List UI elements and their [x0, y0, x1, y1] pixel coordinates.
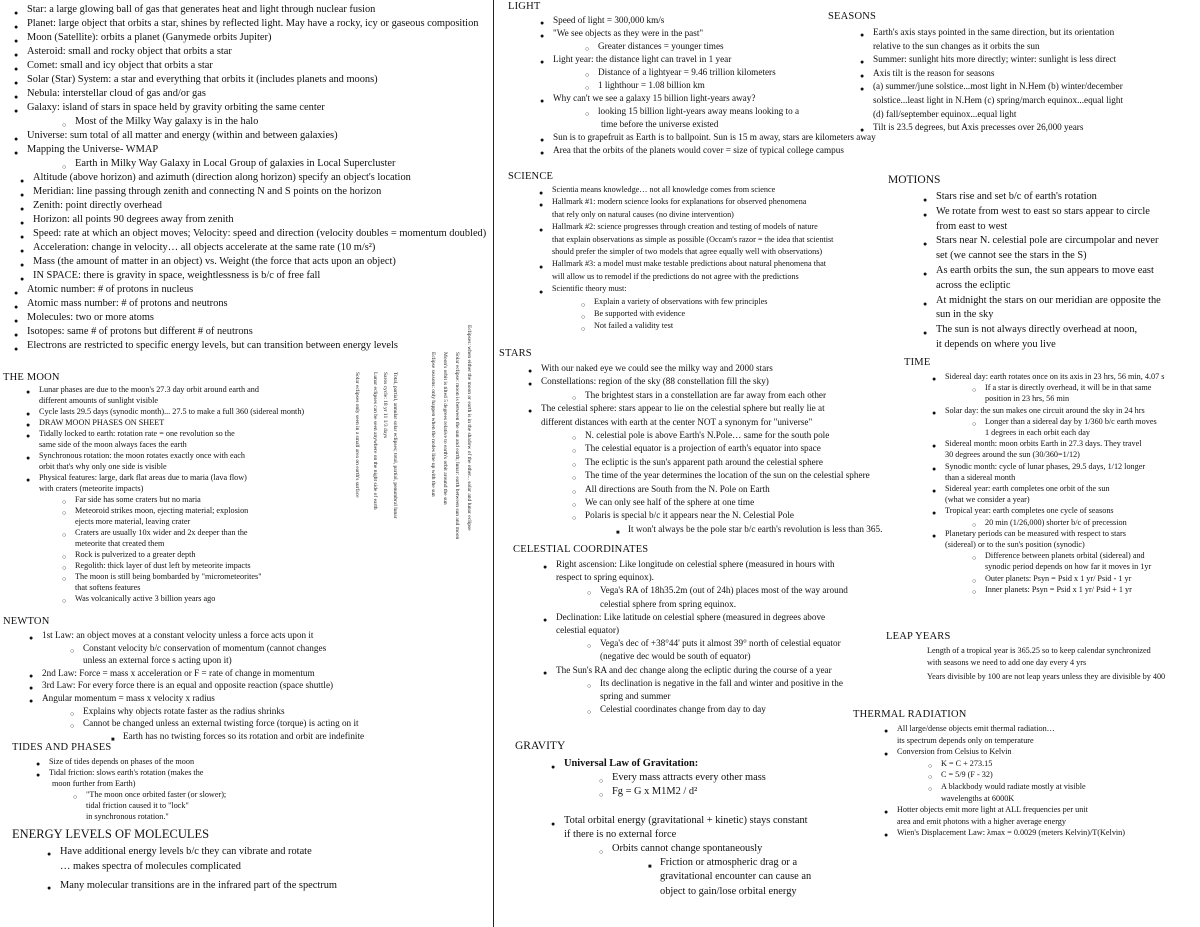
list-item: ● Nebula: interstellar cloud of gas and/or gas: [27, 87, 497, 101]
list-item: ● Cycle lasts 29.5 days (synodic month)... 27.5 to make a full 360 (sidereal month): [39, 406, 359, 417]
list-item: different distances with earth at the center NOT a synonym for "universe": [541, 416, 813, 427]
list-item: ● Galaxy: island of stars in space held by gravity orbiting the same center: [27, 101, 497, 115]
list-item: ● Meridian: line passing through zenith and connecting N and S points on the horizon: [33, 185, 497, 199]
list-item: ● IN SPACE: there is gravity in space, weightlessness is b/c of free fall: [33, 269, 497, 283]
list-item: in synchronous rotation.": [86, 812, 169, 821]
definitions-list: [27, 3, 497, 353]
list-item: ● Altitude (above horizon) and azimuth (direction along horizon) specify an object's location: [33, 171, 497, 185]
list-item: ● As earth orbits the sun, the sun appears to move east: [936, 264, 1198, 279]
list-item: ● Lunar phases are due to the moon's 27.3 day orbit around earth and: [39, 384, 359, 395]
rotated-note: Solar eclipse: moon is between the sun and earth; lunar: earth between sun and moon: [454, 352, 460, 540]
list-item: orbit that's why only one side is visible: [39, 462, 167, 471]
list-item: ○ Longer than a sidereal day by 1/360 b/c earth moves: [985, 416, 1200, 427]
list-item: ● Sidereal year: earth completes one orbit of the sun: [945, 483, 1200, 494]
list-item: ○ Polaris is special b/c it appears near the N. Celestial Pole: [585, 509, 926, 522]
list-item: ○ 1 lighthour = 1.08 billion km: [598, 79, 933, 92]
list-item: ● Planetary periods can be measured with respect to stars: [945, 528, 1200, 539]
list-item: ● Tidal friction: slows earth's rotation (makes the: [49, 767, 299, 778]
list-item: celestial equator): [556, 625, 620, 636]
seasons-list: [873, 26, 1198, 135]
list-item: ○ Constant velocity b/c conservation of momentum (cannot changes: [83, 642, 372, 655]
list-item: ■ Earth has no twisting forces so its rotation and orbit are indefinite: [123, 730, 372, 743]
list-item: than a sidereal month: [945, 472, 1016, 482]
list-item: ○ Outer planets: Psyn = Psid x 1 yr/ Psid - 1 yr: [985, 573, 1200, 584]
newton-list: [42, 629, 372, 742]
list-item: ○ "The moon once orbited faster (or slower);: [86, 789, 299, 800]
list-item: ○ Regolith: thick layer of dust left by meteorite impacts: [75, 560, 359, 571]
list-item: (what we consider a year): [945, 495, 1030, 505]
list-item: ejects more material, leaving crater: [75, 517, 191, 526]
list-item: ● Acceleration: change in velocity… all objects accelerate at the same rate (10 m/s²): [33, 241, 497, 255]
list-item: ● Speed of light = 300,000 km/s: [553, 14, 933, 27]
list-item: ○ Orbits cannot change spontaneously: [612, 842, 874, 856]
list-item: with seasons we need to add one day every 4 yrs: [927, 657, 1087, 667]
list-item: ● Sidereal month: moon orbits Earth in 27.3 days. They travel: [945, 438, 1200, 449]
science-heading: SCIENCE: [508, 171, 554, 182]
rotated-note: Eclipses: when either the moon or earth is in the shadow of the other... solar and lunar eclipse: [466, 325, 472, 531]
list-item: ● Star: a large glowing ball of gas that generates heat and light through nuclear fusion: [27, 3, 497, 17]
list-item: ● The sun is not always directly overhead at noon,: [936, 323, 1198, 338]
list-item: time before the universe existed: [601, 119, 719, 129]
leap-heading: LEAP YEARS: [886, 631, 951, 642]
list-item: ● Planet: large object that orbits a star, shines by reflected light. May have a rocky, icy or gaseous composition: [27, 17, 497, 31]
rotated-note: Solar eclipses only seen in a small area on earth's surface: [354, 372, 360, 498]
list-item: tidal friction caused it to "lock": [86, 801, 189, 810]
list-item: ○ C = 5/9 (F - 32): [941, 769, 1200, 781]
list-item: ● "We see objects as they were in the past": [553, 27, 933, 40]
list-item: ○ Every mass attracts every other mass: [612, 771, 874, 785]
list-item: ● Zenith: point directly overhead: [33, 199, 497, 213]
list-item: ○ The brightest stars in a constellation are far away from each other: [585, 389, 926, 402]
list-item: ● Constellations: region of the sky (88 constellation fill the sky): [541, 375, 926, 388]
list-item: ● Tilt is 23.5 degrees, but Axis precesses over 26,000 years: [873, 121, 1198, 135]
list-item: its spectrum depends only on temperature: [897, 735, 1034, 745]
list-item: ● Hallmark #2: science progresses through creation and testing of models of nature: [552, 221, 892, 233]
list-item: ● Solar (Star) System: a star and everything that orbits it (includes planets and moons): [27, 73, 497, 87]
energy-list: [60, 844, 480, 893]
list-item: unless an external force s acting upon it): [83, 655, 232, 666]
list-item: spring and summer: [600, 691, 671, 702]
list-item: ○ Vega's RA of 18h35.2m (out of 24h) places most of the way around: [600, 584, 891, 597]
energy-heading: ENERGY LEVELS OF MOLECULES: [12, 827, 210, 841]
list-item: ● Angular momentum = mass x velocity x radius: [42, 692, 372, 705]
list-item: ● Synchronous rotation: the moon rotates exactly once with each: [39, 450, 359, 461]
list-item: meteorite that created them: [75, 539, 165, 548]
list-item: ○ Meteoroid strikes moon, ejecting material; explosion: [75, 505, 359, 516]
stars-list: [541, 362, 926, 536]
motions-list: [936, 190, 1198, 353]
list-item: ● Earth's axis stays pointed in the same direction, but its orientation: [873, 26, 1198, 40]
list-item: ○ All directions are South from the N. Pole on Earth: [585, 483, 926, 496]
celestial-heading: CELESTIAL COORDINATES: [513, 544, 649, 555]
list-item: ● Have additional energy levels b/c they can vibrate and rotate: [60, 844, 480, 859]
list-item: ○ We can only see half of the sphere at one time: [585, 496, 926, 509]
list-item: ○ Difference between planets orbital (sidereal) and: [985, 550, 1200, 561]
list-item: ● Moon (Satellite): orbits a planet (Ganymede orbits Jupiter): [27, 31, 497, 45]
list-item: ● Mass (the amount of matter in an object) vs. Weight (the force that acts upon an object): [33, 255, 497, 269]
list-item: ○ Most of the Milky Way galaxy is in the halo: [75, 115, 497, 129]
tides-heading: TIDES AND PHASES: [12, 742, 112, 753]
list-item: across the ecliptic: [936, 279, 1011, 291]
list-item: ● Asteroid: small and rocky object that orbits a star: [27, 45, 497, 59]
newton-heading: NEWTON: [3, 616, 50, 627]
list-item: ● Universe: sum total of all matter and energy (within and between galaxies): [27, 129, 497, 143]
list-item: ○ Explain a variety of observations with few principles: [594, 296, 892, 308]
rotated-note: Total, partial, annular solar eclipses; total, partial, penumbral lunar: [392, 372, 398, 519]
thermal-list: [897, 723, 1200, 839]
list-item: ● Many molecular transitions are in the infrared part of the spectrum: [60, 878, 480, 893]
list-item: respect to spring equinox).: [556, 572, 654, 583]
list-item: ● Tropical year: earth completes one cycle of seasons: [945, 505, 1200, 516]
list-item: with craters (meteorite impacts): [39, 484, 144, 493]
list-item: will allow us to remodel if the predictions do not agree with the predictions: [552, 271, 799, 281]
list-item: ● Years divisible by 100 are not leap years unless they are divisible by 400: [927, 671, 1199, 683]
science-list: [552, 184, 892, 333]
list-item: ● 1st Law: an object moves at a constant velocity unless a force acts upon it: [42, 629, 372, 642]
list-item: ○ Inner planets: Psyn = Psid x 1 yr/ Psid + 1 yr: [985, 584, 1200, 595]
rotated-note: Lunar eclipses can be seen anywhere on the night side of earth: [372, 372, 378, 510]
list-item: ○ Vega's dec of +38°44' puts it almost 39° north of celestial equator: [600, 637, 891, 650]
thermal-heading: THERMAL RADIATION: [853, 709, 967, 720]
list-item: ○ Was volcanically active 3 billion years ago: [75, 593, 359, 604]
list-item: (d) fall/september equinox...equal light: [873, 108, 1017, 119]
list-item: ○ Its declination is negative in the fall and winter and positive in the: [600, 677, 891, 690]
list-item: ○ The ecliptic is the sun's apparent path around the celestial sphere: [585, 456, 926, 469]
list-item: ○ Greater distances = younger times: [598, 40, 933, 53]
list-item: ○ Distance of a lightyear = 9.46 trillion kilometers: [598, 66, 933, 79]
list-item: ● Stars near N. celestial pole are circumpolar and never: [936, 234, 1198, 249]
list-item: ● All large/dense objects emit thermal radiation…: [897, 723, 1200, 735]
list-item: it depends on where you live: [936, 338, 1056, 350]
list-item: ● Axis tilt is the reason for seasons: [873, 67, 1198, 81]
list-item: from east to west: [936, 220, 1008, 232]
list-item: ○ Craters are usually 10x wider and 2x deeper than the: [75, 527, 359, 538]
list-item: ● Comet: small and icy object that orbits a star: [27, 59, 497, 73]
list-item: that softens features: [75, 583, 141, 592]
list-item: that rely only on natural causes (no divine intervention): [552, 209, 734, 219]
list-item: ■ It won't always be the pole star b/c earth's revolution is less than 365.: [628, 523, 926, 536]
list-item: ● The Sun's RA and dec change along the ecliptic during the course of a year: [556, 664, 891, 677]
leap-list: [927, 645, 1199, 683]
list-item: ○ Cannot be changed unless an external twisting force (torque) is acting on it: [83, 717, 372, 730]
rotated-note: Eclipse seasons: only happen when the nodes line up with the sun: [430, 352, 436, 497]
list-item: position in 23 hrs, 56 min: [985, 394, 1070, 404]
list-item: ● Size of tides depends on phases of the moon: [49, 756, 299, 767]
list-item: ○ looking 15 billion light-years away means looking to a: [598, 105, 933, 118]
list-item: 30 degrees around the sun (30/360=1/12): [945, 450, 1080, 460]
list-item: ● Universal Law of Gravitation:: [564, 757, 874, 771]
list-item: ● The celestial sphere: stars appear to lie on the celestial sphere but really lie at: [541, 402, 926, 415]
list-item: ● Conversion from Celsius to Kelvin: [897, 746, 1200, 758]
rotated-note: Saros cycle: 18 yr 11 1/3 days: [382, 372, 388, 439]
list-item: object to gain/lose orbital energy: [660, 885, 797, 897]
light-heading: LIGHT: [508, 1, 541, 12]
list-item: ■ Friction or atmospheric drag or a: [660, 856, 874, 870]
list-item: area and emit photons with a higher average energy: [897, 816, 1066, 826]
moon-list: [39, 384, 359, 604]
list-item: relative to the sun changes as it orbits the sun: [873, 40, 1040, 51]
list-item: ○ The moon is still being bombarded by "micrometeorites": [75, 571, 359, 582]
time-heading: TIME: [904, 357, 931, 368]
list-item: ● At midnight the stars on our meridian are opposite the: [936, 294, 1198, 309]
list-item: ● Summer: sunlight hits more directly; winter: sunlight is less direct: [873, 53, 1198, 67]
list-item: ● Atomic number: # of protons in nucleus: [27, 283, 497, 297]
list-item: ● Isotopes: same # of protons but different # of neutrons: [27, 325, 497, 339]
list-item: ● Synodic month: cycle of lunar phases, 29.5 days, 1/12 longer: [945, 461, 1200, 472]
list-item: if there is no external force: [564, 828, 677, 840]
list-item: ○ N. celestial pole is above Earth's N.Pole… same for the south pole: [585, 429, 926, 442]
gravity-list: [564, 757, 874, 899]
motions-heading: MOTIONS: [888, 174, 941, 186]
list-item: ○ Explains why objects rotate faster as the radius shrinks: [83, 705, 372, 718]
list-item: should prefer the simpler of two models that agree equally well with observations): [552, 247, 823, 257]
list-item: ○ Not failed a validity test: [594, 320, 892, 332]
list-item: ○ Fg = G x M1M2 / d²: [612, 785, 874, 799]
time-list: [945, 371, 1200, 595]
celestial-list: [556, 558, 891, 716]
list-item: ● Length of a tropical year is 365.25 so to keep calendar synchronized: [927, 645, 1199, 657]
list-item: ● Hotter objects emit more light at ALL frequencies per unit: [897, 804, 1200, 816]
list-item: ● Physical features: large, dark flat areas due to maria (lava flow): [39, 472, 359, 483]
list-item: ● Declination: Like latitude on celestial sphere (measured in degrees above: [556, 611, 891, 624]
list-item: ○ A blackbody would radiate mostly at visible: [941, 781, 1200, 793]
list-item: ● Hallmark #1: modern science looks for explanations for observed phenomena: [552, 196, 892, 208]
list-item: set (we cannot see the stars in the S): [936, 250, 1087, 262]
list-item: ● Molecules: two or more atoms: [27, 311, 497, 325]
list-item: … makes spectra of molecules complicated: [60, 861, 241, 872]
moon-heading: THE MOON: [3, 372, 60, 383]
list-item: ● We rotate from west to east so stars appear to circle: [936, 205, 1198, 220]
list-item: ● Right ascension: Like longitude on celestial sphere (measured in hours with: [556, 558, 891, 571]
list-item: ● (a) summer/june solstice...most light in N.Hem (b) winter/december: [873, 80, 1198, 94]
list-item: ● Stars rise and set b/c of earth's rotation: [936, 190, 1198, 205]
list-item: ● Mapping the Universe- WMAP: [27, 143, 497, 157]
gravity-heading: GRAVITY: [515, 740, 566, 752]
list-item: ● Wien's Displacement Law: λmax = 0.0029 (meters Kelvin)/T(Kelvin): [897, 827, 1200, 839]
list-item: ○ Earth in Milky Way Galaxy in Local Group of galaxies in Local Supercluster: [75, 157, 497, 171]
list-item: (sidereal) or to the sun's position (synodic): [945, 540, 1085, 550]
list-item: ● Scientific theory must:: [552, 283, 892, 295]
list-item: ● Horizon: all points 90 degrees away from zenith: [33, 213, 497, 227]
list-item: ○ Celestial coordinates change from day to day: [600, 703, 891, 716]
rotated-note: Moon's orbit is tilted 5 degrees relative to earth's orbit around the sun: [442, 352, 448, 505]
list-item: celestial sphere from spring equinox.: [600, 598, 736, 609]
list-item: wavelengths at 6000K: [941, 793, 1015, 803]
list-item: (negative dec would be south of equator): [600, 651, 751, 662]
list-item: ● Atomic mass number: # of protons and neutrons: [27, 297, 497, 311]
list-item: solstice...least light in N.Hem (c) spring/march equinox...equal light: [873, 94, 1124, 105]
list-item: ○ Rock is pulverized to a greater depth: [75, 549, 359, 560]
list-item: ● Area that the orbits of the planets would cover = size of typical college campus: [553, 144, 933, 157]
list-item: ● Tidally locked to earth: rotation rate = one revolution so the: [39, 428, 359, 439]
list-item: ● Speed: rate at which an object moves; Velocity: speed and direction (velocity doubles = momentum doubled): [33, 227, 497, 241]
list-item: ○ The time of the year determines the location of the sun on the celestial sphere: [585, 469, 926, 482]
list-item: moon further from Earth): [52, 779, 136, 788]
seasons-heading: SEASONS: [828, 11, 877, 22]
list-item: ● Light year: the distance light can travel in 1 year: [553, 53, 933, 66]
list-item: ● Sidereal day: earth rotates once on its axis in 23 hrs, 56 min, 4.07 s: [945, 371, 1200, 382]
list-item: ● Sun is to grapefruit as Earth is to ballpoint. Sun is 15 m away, stars are kilometers away: [553, 131, 933, 144]
list-item: ● With our naked eye we could see the milky way and 2000 stars: [541, 362, 926, 375]
list-item: sun in the sky: [936, 309, 994, 321]
list-item: ● Solar day: the sun makes one circuit around the sky in 24 hrs: [945, 405, 1200, 416]
list-item: ● DRAW MOON PHASES ON SHEET: [39, 417, 359, 428]
list-item: ● 3rd Law: For every force there is an equal and opposite reaction (space shuttle): [42, 679, 372, 692]
list-item: ○ Be supported with evidence: [594, 308, 892, 320]
list-item: ● Scientia means knowledge… not all knowledge comes from science: [552, 184, 892, 196]
tides-list: [49, 756, 299, 822]
list-item: ○ K = C + 273.15: [941, 758, 1200, 770]
list-item: different amounts of sunlight visible: [39, 396, 159, 405]
list-item: ○ Far side has some craters but no maria: [75, 494, 359, 505]
stars-heading: STARS: [499, 348, 532, 359]
list-item: ● Total orbital energy (gravitational + kinetic) stays constant: [564, 814, 874, 828]
list-item: ● Why can't we see a galaxy 15 billion light-years away?: [553, 92, 933, 105]
list-item: that explain observations as simple as possible (Occam's razor = the idea that scientist: [552, 234, 834, 244]
list-item: ● 2nd Law: Force = mass x acceleration or F = rate of change in momentum: [42, 667, 372, 680]
list-item: synodic period depends on how far it moves in 1yr: [985, 562, 1152, 572]
list-item: gravitational encounter can cause an: [660, 871, 812, 883]
list-item: ○ The celestial equator is a projection of earth's equator into space: [585, 442, 926, 455]
list-item: ○ If a star is directly overhead, it will be in that same: [985, 382, 1200, 393]
list-item: ● Electrons are restricted to specific energy levels, but can transition between energy levels: [27, 339, 497, 353]
list-item: same side of the moon always faces the earth: [39, 440, 187, 449]
list-item: ● Hallmark #3: a model must make testable predictions about natural phenomena that: [552, 258, 892, 270]
list-item: 1 degrees in each orbit each day: [985, 428, 1091, 438]
list-item: ○ 20 min (1/26,000) shorter b/c of precession: [985, 517, 1200, 528]
